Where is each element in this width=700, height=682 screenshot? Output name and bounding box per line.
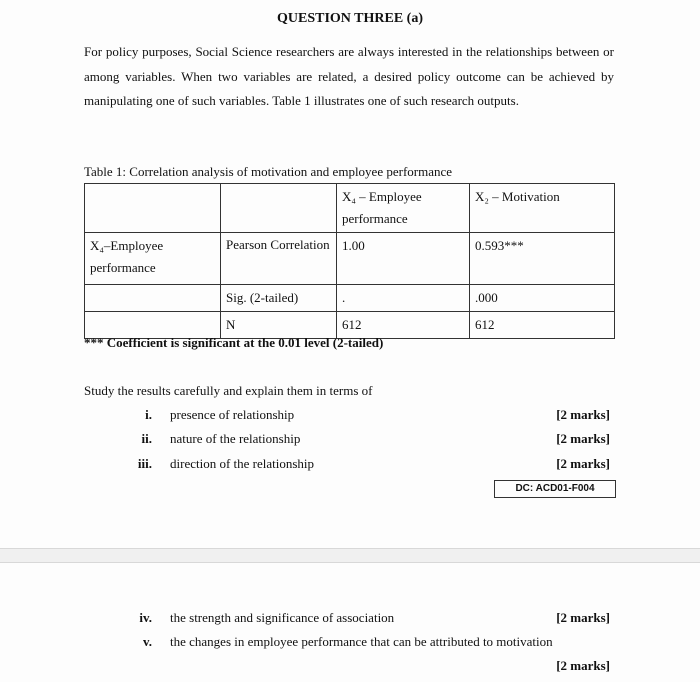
question-number: v. [142, 634, 152, 649]
table-header-cell [221, 184, 337, 233]
question-text: nature of the relationship [170, 431, 301, 446]
document-code-box: DC: ACD01-F004 [494, 480, 616, 498]
table-cell: N [221, 312, 337, 339]
page-two [0, 562, 700, 682]
question-number: iv. [139, 610, 152, 625]
table-cell: 612 [337, 312, 470, 339]
question-text: direction of the relationship [170, 456, 315, 471]
question-number: iii. [137, 456, 152, 471]
table-cell: 1.00 [337, 233, 470, 285]
question-marks: [2 marks] [556, 431, 610, 446]
table-row [85, 285, 615, 312]
table-header-cell [85, 184, 221, 233]
table-header-cell: X₂ – Motivation [470, 184, 615, 233]
question-marks: [2 marks] [556, 407, 610, 422]
table-cell: .000 [470, 285, 615, 312]
table-cell: 612 [470, 312, 615, 339]
table-row [85, 233, 615, 285]
table-header-row [85, 184, 615, 233]
question-number: i. [145, 407, 152, 422]
question-item [0, 456, 700, 478]
table-footnote: *** Coefficient is significant at the 0.01 level (2-tailed) [84, 335, 384, 350]
question-prompt: Study the results carefully and explain them in terms of [84, 383, 373, 398]
question-item [0, 634, 700, 656]
question-number: ii. [141, 431, 152, 446]
question-marks: [2 marks] [556, 610, 610, 625]
question-marks: [2 marks] [556, 456, 610, 471]
question-text: presence of relationship [170, 407, 295, 422]
intro-paragraph: For policy purposes, Social Science researchers are always interested in the relationships between or among variables. When two variables are related, a desired policy outcome can be achieved by manipulating one of such variables. Table 1 illustrates one of such research outputs. [84, 44, 614, 108]
question-text: the changes in employee performance that can be attributed to motivation [170, 634, 553, 649]
table-cell: 0.593*** [470, 233, 615, 285]
table-header-cell: X₄ – Employee performance [337, 184, 470, 233]
question-item [0, 610, 700, 632]
question-text: the strength and significance of association [170, 610, 395, 625]
table-cell: Pearson Correlation [221, 233, 337, 285]
table-cell [85, 285, 221, 312]
table-caption: Table 1: Correlation analysis of motivation and employee performance [84, 164, 453, 179]
correlation-table [84, 183, 615, 339]
table-cell: . [337, 285, 470, 312]
table-cell: X₄–Employee performance [85, 233, 221, 285]
question-item [0, 407, 700, 429]
table-cell: Sig. (2-tailed) [221, 285, 337, 312]
question-marks: [2 marks] [556, 658, 610, 673]
question-item [0, 658, 700, 680]
question-title: QUESTION THREE (a) [277, 11, 423, 26]
question-item [0, 431, 700, 453]
